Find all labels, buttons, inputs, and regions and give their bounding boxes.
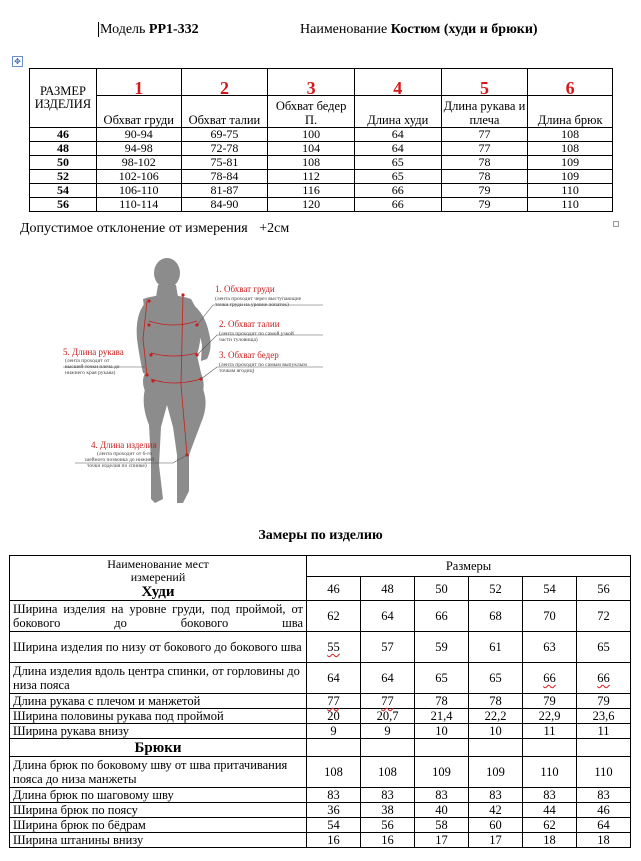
measure-row: Ширина брюк по поясу 36 38 40 42 44 46 bbox=[10, 803, 631, 818]
measures-table bbox=[9, 555, 631, 848]
measure-row: Ширина изделия по низу от бокового до бокового шва 55 57 59 61 63 65 bbox=[10, 632, 631, 663]
col-label-waist: Обхват талии bbox=[181, 96, 268, 128]
size-col-54: 54 bbox=[523, 577, 577, 601]
measure-row: Ширина штанины внизу 16 16 17 17 18 18 bbox=[10, 833, 631, 848]
size-col-50: 50 bbox=[415, 577, 469, 601]
product-name-value: Костюм (худи и брюки) bbox=[390, 22, 538, 37]
svg-text:точкам ягодиц): точкам ягодиц) bbox=[219, 368, 255, 374]
measures-title: Замеры по изделию bbox=[258, 528, 383, 543]
product-name-label: Наименование bbox=[300, 22, 391, 37]
col-number-1: 1 bbox=[96, 69, 181, 96]
svg-text:высшей точки плеча до: высшей точки плеча до bbox=[65, 364, 120, 370]
measure-row: Длина рукава с плечом и манжетой 77 77 78 78 79 79 bbox=[10, 694, 631, 709]
size-row: 46 90-94 69-75 100 64 77 108 bbox=[30, 128, 613, 142]
svg-text:4. Длина изделия: 4. Длина изделия bbox=[91, 440, 157, 450]
svg-text:точки груди на уровне лопаток): точки груди на уровне лопаток) bbox=[215, 302, 289, 308]
svg-text:5. Длина рукава: 5. Длина рукава bbox=[63, 347, 124, 357]
tolerance-note bbox=[20, 221, 289, 237]
model-line bbox=[98, 22, 199, 38]
col-number-4: 4 bbox=[354, 69, 441, 96]
size-col-52: 52 bbox=[469, 577, 523, 601]
size-col-56: 56 bbox=[577, 577, 631, 601]
measurement-figure bbox=[55, 255, 345, 510]
measure-row: Ширина брюк по бёдрам 54 56 58 60 62 64 bbox=[10, 818, 631, 833]
size-row: 56 110-114 84-90 120 66 79 110 bbox=[30, 198, 613, 212]
svg-text:3. Обхват бедер: 3. Обхват бедер bbox=[219, 350, 279, 360]
label-sleeve bbox=[63, 347, 124, 376]
measure-row: Ширина половины рукава под проймой 20 20,7 21,4 22,2 22,9 23,6 bbox=[10, 709, 631, 724]
size-col-48: 48 bbox=[361, 577, 415, 601]
size-row: 48 94-98 72-78 104 64 77 108 bbox=[30, 142, 613, 156]
svg-text:(лента проходит от 6-го: (лента проходит от 6-го bbox=[97, 451, 153, 457]
sizes-header: Размеры bbox=[307, 556, 631, 577]
svg-text:шейного позвонка до нижней: шейного позвонка до нижней bbox=[85, 457, 155, 463]
size-table bbox=[29, 68, 613, 212]
woman-silhouette bbox=[137, 258, 211, 503]
svg-text:1. Обхват груди: 1. Обхват груди bbox=[215, 284, 275, 294]
col-number-2: 2 bbox=[181, 69, 268, 96]
svg-text:точки изделия по спинке): точки изделия по спинке) bbox=[87, 463, 147, 469]
table-resize-handle[interactable] bbox=[613, 221, 619, 227]
measure-row: Длина брюк по шаговому шву 83 83 83 83 83 83 bbox=[10, 788, 631, 803]
col-label-hoodie-length: Длина худи bbox=[354, 96, 441, 128]
measure-row: Ширина рукава внизу 9 9 10 10 11 11 bbox=[10, 724, 631, 739]
col-number-6: 6 bbox=[528, 69, 613, 96]
col-number-5: 5 bbox=[441, 69, 528, 96]
table-move-handle-icon[interactable]: ✥ bbox=[12, 56, 23, 67]
col-label-sleeve-length: Длина рукава и плеча bbox=[441, 96, 528, 128]
svg-text:(лента проходит через выступаю: (лента проходит через выступающие bbox=[215, 296, 302, 302]
pants-section-label: Брюки bbox=[10, 739, 307, 757]
model-value: РР1-332 bbox=[148, 22, 199, 37]
measure-row: Длина изделия вдоль центра спинки, от горловины до низа пояса 64 64 65 65 66 66 bbox=[10, 663, 631, 694]
tolerance-text: Допустимое отклонение от измерения bbox=[20, 221, 248, 236]
measure-row: Длина брюк по боковому шву от шва притачивания пояса до низа манжеты 108 108 109 109 110 110 bbox=[10, 757, 631, 788]
place-header-cell bbox=[10, 556, 307, 601]
col-label-hips: Обхват бедер П. bbox=[268, 96, 355, 128]
measure-row: Ширина изделия на уровне груди, под проймой, от бокового до бокового шва 62 64 66 68 70 72 bbox=[10, 601, 631, 632]
label-waist bbox=[219, 319, 294, 343]
size-column-header: РАЗМЕР ИЗДЕЛИЯ bbox=[30, 69, 97, 128]
size-row: 52 102-106 78-84 112 65 78 109 bbox=[30, 170, 613, 184]
svg-text:(лента проходит по самой узкой: (лента проходит по самой узкой bbox=[219, 331, 294, 337]
label-hips bbox=[219, 350, 307, 374]
svg-text:части туловища): части туловища) bbox=[219, 337, 258, 343]
label-chest bbox=[215, 284, 302, 308]
place-header: Наименование мест измерений bbox=[107, 557, 209, 584]
svg-text:нижнего края рукава): нижнего края рукава) bbox=[65, 370, 116, 376]
model-label: Модель bbox=[100, 22, 149, 37]
svg-text:2. Обхват талии: 2. Обхват талии bbox=[219, 319, 280, 329]
svg-text:(лента проходит от: (лента проходит от bbox=[65, 358, 110, 364]
label-length bbox=[85, 440, 157, 469]
size-col-46: 46 bbox=[307, 577, 361, 601]
product-name-line bbox=[300, 22, 538, 38]
hoodie-section-label: Худи bbox=[141, 584, 175, 600]
svg-text:(лента проходит по самым выпук: (лента проходит по самым выпуклым bbox=[219, 362, 307, 368]
col-label-chest: Обхват груди bbox=[96, 96, 181, 128]
size-row: 50 98-102 75-81 108 65 78 109 bbox=[30, 156, 613, 170]
col-number-3: 3 bbox=[268, 69, 355, 96]
size-row: 54 106-110 81-87 116 66 79 110 bbox=[30, 184, 613, 198]
col-label-pants-length: Длина брюк bbox=[528, 96, 613, 128]
tolerance-value: +2см bbox=[259, 221, 290, 236]
